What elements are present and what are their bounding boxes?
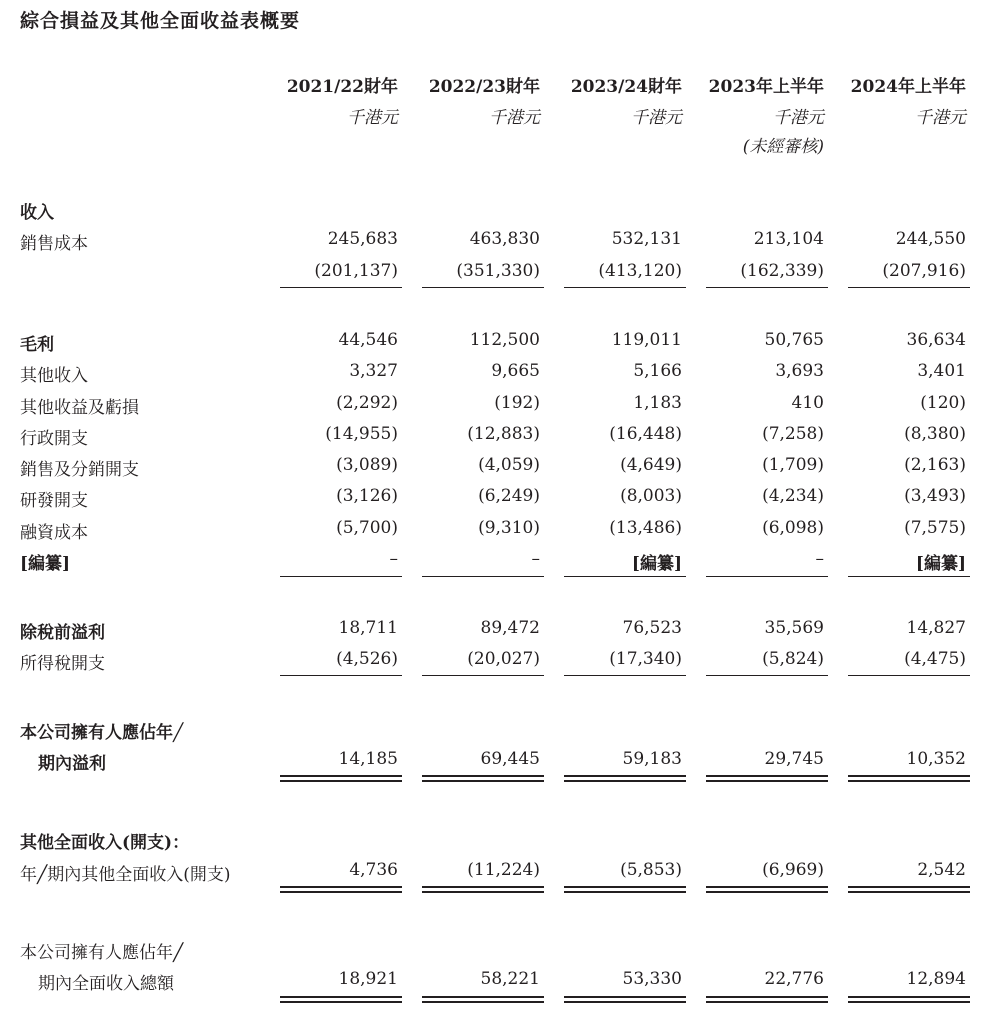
double-rule [422,886,544,893]
row-label: 融資成本 [20,523,88,543]
cell: (413,120) [598,261,682,281]
double-rule [422,775,544,782]
cell: 12,894 [906,969,966,989]
cell: 463,830 [469,229,540,249]
single-rule [706,675,828,676]
row-label: 期內全面收入總額 [38,974,174,994]
cell: 3,401 [917,361,966,381]
double-rule [564,996,686,1003]
column-unit: 千港元 [347,108,398,128]
cell: 410 [791,393,824,413]
row-label: 其他收入 [20,366,88,386]
cell: (11,224) [467,860,540,880]
cell: 59,183 [622,749,682,769]
cell: (9,310) [478,518,540,538]
cell: (6,249) [478,486,540,506]
row-finance-cost [0,518,995,544]
cell: 119,011 [611,330,682,350]
single-rule [848,287,970,288]
row-label: 研發開支 [20,491,88,511]
page-title: 綜合損益及其他全面收益表概要 [20,10,301,32]
cell: 9,665 [491,361,540,381]
row-rnd-expenses [0,486,995,512]
cell: 22,776 [764,969,824,989]
row-label: 毛利 [20,335,54,355]
column-header [664,72,824,157]
column-unit: 千港元 [489,108,540,128]
cell: (6,098) [762,518,824,538]
single-rule [706,576,828,577]
cell: 112,500 [469,330,540,350]
cell: (4,234) [762,486,824,506]
column-period: 2023年上半年 [708,77,824,97]
column-unit: 千港元 [915,108,966,128]
column-period: 2022/23財年 [428,77,540,97]
single-rule [280,675,402,676]
double-rule [706,996,828,1003]
cell: (3,126) [336,486,398,506]
row-admin-expenses [0,424,995,450]
cell: 18,711 [338,618,398,638]
row-oci-heading [0,828,995,854]
row-label: 期內溢利 [38,754,106,774]
cell: 213,104 [753,229,824,249]
cell: 245,683 [327,229,398,249]
cell: (8,003) [620,486,682,506]
cell: (4,059) [478,455,540,475]
cell: (20,027) [467,649,540,669]
cell: (16,448) [609,424,682,444]
column-period: 2024年上半年 [850,77,966,97]
cell: 36,634 [906,330,966,350]
cell: (4,649) [620,455,682,475]
cell: (201,137) [314,261,398,281]
cell: (14,955) [325,424,398,444]
double-rule [422,996,544,1003]
cell: (4,475) [904,649,966,669]
row-label: 本公司擁有人應佔年╱ [20,723,184,743]
cell: 50,765 [764,330,824,350]
cell: (162,339) [740,261,824,281]
cell: 29,745 [764,749,824,769]
row-label: 銷售及分銷開支 [20,460,139,480]
cell: (6,969) [762,860,824,880]
cell: (7,575) [904,518,966,538]
cell: (1,709) [762,455,824,475]
cell: 58,221 [480,969,540,989]
cell: 3,693 [775,361,824,381]
cell: 5,166 [633,361,682,381]
double-rule [706,886,828,893]
cell: – [389,549,398,569]
cell: 53,330 [622,969,682,989]
cell: (207,916) [882,261,966,281]
single-rule [848,675,970,676]
double-rule [280,886,402,893]
cell: [編纂] [631,554,682,574]
cell: 14,185 [338,749,398,769]
column-note: (未經審核) [742,137,824,157]
cell: 14,827 [906,618,966,638]
cell: 244,550 [895,229,966,249]
single-rule [422,287,544,288]
double-rule [706,775,828,782]
single-rule [564,287,686,288]
single-rule [564,675,686,676]
cell: (17,340) [609,649,682,669]
row-label: 其他全面收入(開支)： [20,833,190,853]
double-rule [564,886,686,893]
row-label: 所得稅開支 [20,654,105,674]
single-rule [564,576,686,577]
cell: 4,736 [349,860,398,880]
single-rule [422,675,544,676]
double-rule [564,775,686,782]
cell: (5,700) [336,518,398,538]
column-period: 2023/24財年 [570,77,682,97]
single-rule [706,287,828,288]
cell: (4,526) [336,649,398,669]
cell: (5,853) [620,860,682,880]
cell: (8,380) [904,424,966,444]
row-income-tax [0,649,995,675]
row-selling-expenses [0,455,995,481]
single-rule [280,576,402,577]
cell: (7,258) [762,424,824,444]
double-rule [848,996,970,1003]
row-gross-profit [0,330,995,356]
cell: (2,163) [904,455,966,475]
row-redacted [0,549,995,575]
row-profit-owner-heading [0,718,995,744]
cell: 69,445 [480,749,540,769]
cell: 532,131 [611,229,682,249]
cell: (120) [920,393,966,413]
column-header [806,72,966,128]
column-header [380,72,540,128]
cell: 2,542 [917,860,966,880]
row-label: 其他收益及虧損 [20,398,139,418]
column-period: 2021/22財年 [286,77,398,97]
cell: (192) [494,393,540,413]
cell: 10,352 [906,749,966,769]
row-cost-of-sales [0,229,995,255]
row-profit-before-tax [0,618,995,644]
double-rule [848,775,970,782]
cell: – [815,549,824,569]
cell: (2,292) [336,393,398,413]
double-rule [280,775,402,782]
cell: 1,183 [633,393,682,413]
row-other-income [0,361,995,387]
row-label: 年╱期內其他全面收入(開支) [20,865,231,885]
column-unit: 千港元 [631,108,682,128]
row-label: 收入 [20,203,54,223]
row-label: 行政開支 [20,429,88,449]
cell: – [531,549,540,569]
cell: [編纂] [915,554,966,574]
single-rule [848,576,970,577]
row-total-ci [0,969,995,995]
row-oci [0,860,995,886]
row-label: 除稅前溢利 [20,623,105,643]
cell: 35,569 [764,618,824,638]
row-other-gains [0,393,995,419]
row-revenue [0,198,995,224]
cell: 76,523 [622,618,682,638]
cell: 18,921 [338,969,398,989]
row-label: 銷售成本 [20,234,88,254]
cell: (3,493) [904,486,966,506]
column-header [238,72,398,128]
column-header [522,72,682,128]
row-cost-values [0,261,995,287]
cell: 44,546 [338,330,398,350]
cell: (3,089) [336,455,398,475]
single-rule [422,576,544,577]
double-rule [848,886,970,893]
row-total-ci-heading [0,938,995,964]
row-profit-owner [0,749,995,775]
cell: (351,330) [456,261,540,281]
column-unit: 千港元 [773,108,824,128]
cell: 3,327 [349,361,398,381]
cell: (5,824) [762,649,824,669]
cell: 89,472 [480,618,540,638]
double-rule [280,996,402,1003]
cell: (13,486) [609,518,682,538]
single-rule [280,287,402,288]
row-label: [編纂] [20,554,71,574]
row-label: 本公司擁有人應佔年╱ [20,943,184,963]
cell: (12,883) [467,424,540,444]
